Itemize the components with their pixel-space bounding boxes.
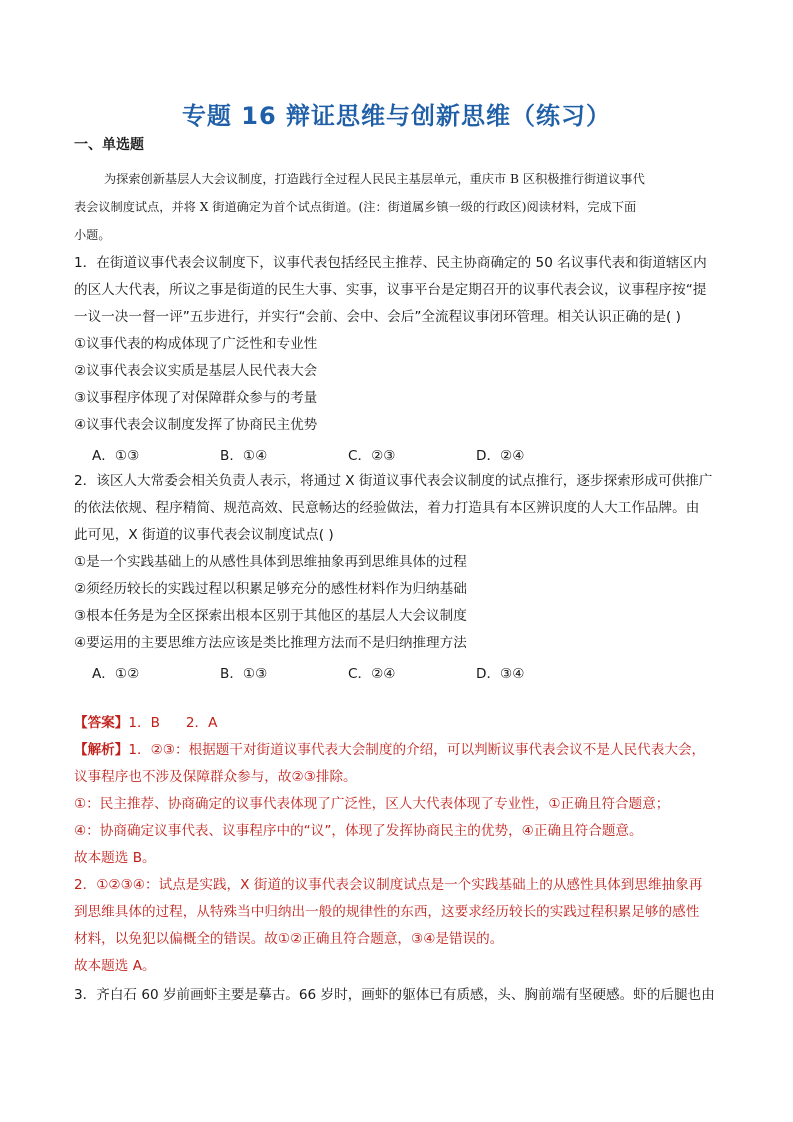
analysis-line: ④：协商确定议事代表、议事程序中的“议”，体现了发挥协商民主的优势，④正确且符合题意。: [74, 823, 643, 839]
section-heading: 一、单选题: [74, 137, 144, 153]
intro-line: 小题。: [74, 228, 111, 242]
statement-item: ②须经历较长的实践过程以积累足够充分的感性材料作为归纳基础: [74, 581, 467, 597]
question-2-options: [92, 662, 604, 682]
option-b: B．①③: [220, 666, 268, 682]
question-2-text: 2．该区人大常委会相关负责人表示，将通过 X 街道议事代表会议制度的试点推行，逐步探索形成可供推广: [74, 473, 713, 489]
option-a: A．①③: [92, 448, 140, 464]
analysis-line: [74, 741, 705, 759]
analysis-line: 材料，以免犯以偏概全的错误。故①②正确且符合题意，③④是错误的。: [74, 931, 504, 947]
option-a: A．①②: [92, 666, 140, 682]
option-b: B．①④: [220, 448, 268, 464]
analysis-line: 2．①②③④：试点是实践，X 街道的议事代表会议制度试点是一个实践基础上的从感性具体到思维抽象再: [74, 877, 703, 893]
analysis-line: 故本题选 A。: [74, 958, 156, 974]
statement-item: ③根本任务是为全区探索出根本区别于其他区的基层人大会议制度: [74, 608, 467, 624]
option-c: C．②④: [348, 666, 396, 682]
question-1-text: 一议一决一督一评”五步进行，并实行“会前、会中、会后”全流程议事闭环管理。相关认识正确的是( ): [74, 309, 681, 325]
analysis-text: 1．②③：根据题干对街道议事代表大会制度的介绍，可以判断议事代表会议不是人民代表大会，: [128, 742, 706, 758]
answer-text: 1．B 2．A: [128, 715, 218, 731]
option-c: C．②③: [348, 448, 396, 464]
statement-item: ③议事程序体现了对保障群众参与的考量: [74, 390, 318, 406]
question-1-options: [92, 444, 604, 464]
analysis-line: 到思维具体的过程，从特殊当中归纳出一般的规律性的东西，这要求经历较长的实践过程积累足够的感性: [74, 904, 700, 920]
statement-item: ②议事代表会议实质是基层人民代表大会: [74, 363, 318, 379]
statement-item: ①是一个实践基础上的从感性具体到思维抽象再到思维具体的过程: [74, 554, 467, 570]
question-1-text: 1．在街道议事代表会议制度下，议事代表包括经民主推荐、民主协商确定的 50 名议事代表和街道辖区内: [74, 255, 707, 271]
analysis-line: 议事程序也不涉及保障群众参与，故②③排除。: [74, 769, 357, 785]
option-d: D．②④: [476, 448, 525, 464]
analysis-line: ①：民主推荐、协商确定的议事代表体现了广泛性，区人大代表体现了专业性，①正确且符合题意；: [74, 796, 670, 812]
question-2-text: 的依法依规、程序精简、规范高效、民意畅达的经验做法，着力打造具有本区辨识度的人大工作品牌。由: [74, 500, 700, 516]
statement-item: ①议事代表的构成体现了广泛性和专业性: [74, 336, 318, 352]
analysis-label: 【解析】: [74, 742, 129, 758]
page-title: 专题 16 辩证思维与创新思维（练习）: [181, 102, 612, 130]
statement-item: ④议事代表会议制度发挥了协商民主优势: [74, 417, 318, 433]
analysis-line: 故本题选 B。: [74, 850, 156, 866]
option-d: D．③④: [476, 666, 525, 682]
question-1-text: 的区人大代表，所议之事是街道的民生大事、实事，议事平台是定期召开的议事代表会议，议事程序按“提: [74, 282, 707, 298]
intro-line: 为探索创新基层人大会议制度，打造践行全过程人民民主基层单元，重庆市 B 区积极推行街道议事代: [104, 172, 645, 186]
answer-line: [74, 714, 217, 732]
statement-item: ④要运用的主要思维方法应该是类比推理方法而不是归纳推理方法: [74, 635, 467, 651]
question-3-text: 3．齐白石 60 岁前画虾主要是摹古。66 岁时，画虾的躯体已有质感，头、胸前端有坚硬感。虾的后腿也由: [74, 987, 715, 1003]
intro-line: 表会议制度试点，并将 X 街道确定为首个试点街道。(注：街道属乡镇一级的行政区)阅读材料，完成下面: [74, 200, 637, 214]
answer-label: 【答案】: [74, 715, 129, 731]
question-2-text: 此可见，X 街道的议事代表会议制度试点( ): [74, 527, 334, 543]
